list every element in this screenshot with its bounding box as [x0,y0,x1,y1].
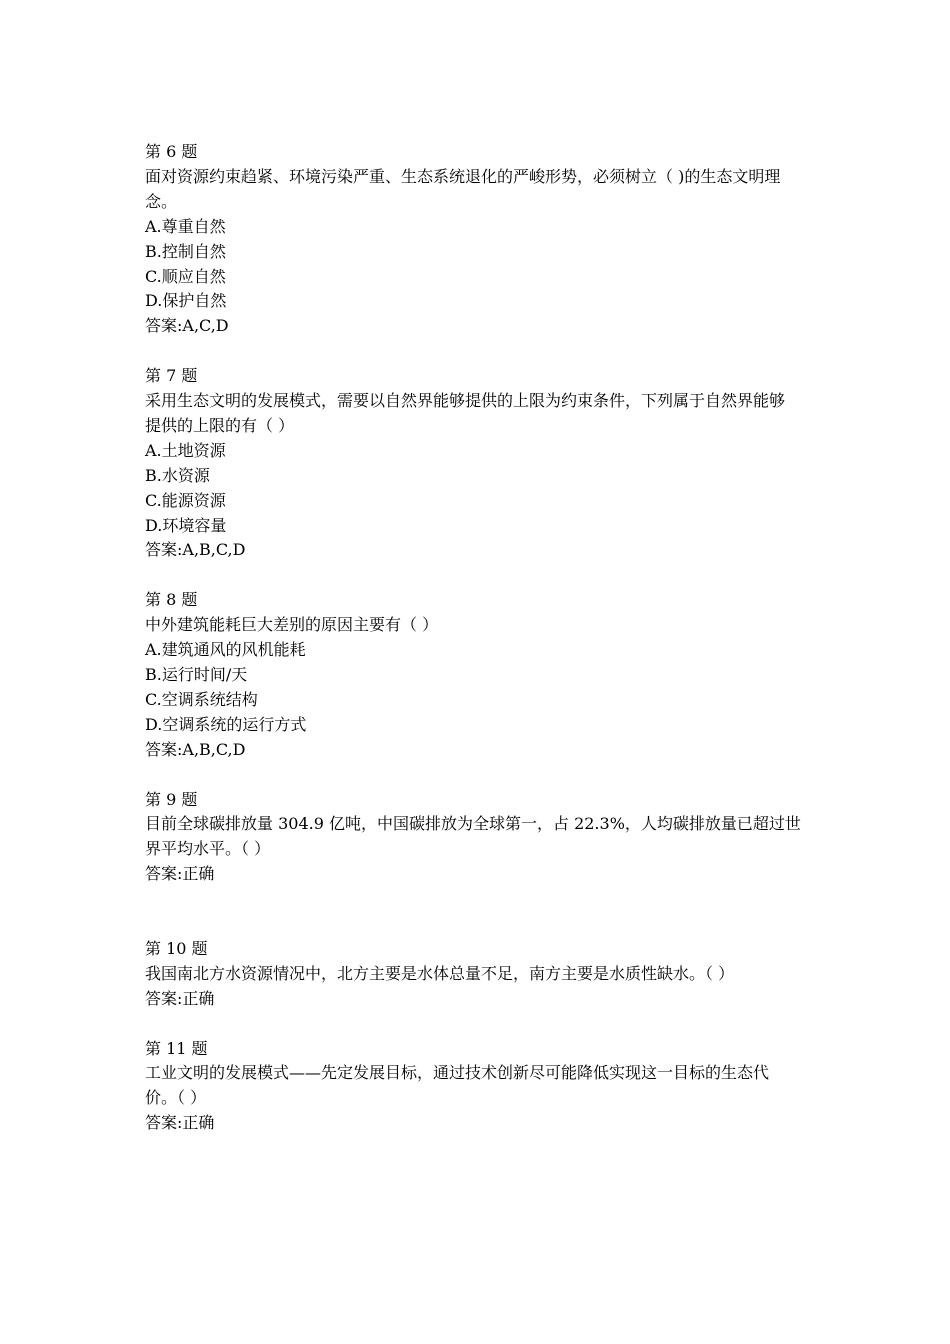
question-9 [145,788,810,888]
question-title: 第 6 题 [145,142,198,161]
question-stem-line: 念。 [145,191,178,211]
answer: 答案:正确 [145,988,215,1008]
question-stem-line: 采用生态文明的发展模式，需要以自然界能够提供的上限为约束条件，下列属于自然界能够 [145,391,786,411]
answer: 答案:正确 [145,1113,215,1133]
answer: 答案:正确 [145,864,215,884]
question-stem-line: 价。（ ） [145,1088,207,1108]
question-title: 第 11 题 [145,1038,208,1058]
option-b: B.运行时间/天 [145,665,248,684]
question-stem-line: 中外建筑能耗巨大差别的原因主要有（ ） [145,615,439,635]
option-b: B.水资源 [145,465,210,485]
question-7 [145,364,810,563]
question-stem-line: 工业文明的发展模式——先定发展目标，通过技术创新尽可能降低实现这一目标的生态代 [145,1063,770,1083]
answer: 答案:A,B,C,D [145,540,246,560]
question-stem-line: 提供的上限的有（ ） [145,415,295,435]
question-10 [145,937,810,1012]
question-title: 第 7 题 [145,366,198,386]
option-d: D.空调系统的运行方式 [145,714,307,734]
option-c: C.顺应自然 [145,266,226,286]
question-6 [145,140,810,339]
option-a: A.尊重自然 [145,216,226,236]
question-11 [145,1037,810,1137]
question-stem-line: 界平均水平。（ ） [145,839,271,859]
answer: 答案:A,C,D [145,316,229,336]
question-8 [145,588,810,762]
option-b: B.控制自然 [145,241,226,261]
question-title: 第 10 题 [145,938,208,958]
question-stem-line: 目前全球碳排放量 304.9 亿吨，中国碳排放为全球第一，占 22.3%，人均碳排放量已超过世 [145,814,801,834]
option-c: C.空调系统结构 [145,689,258,709]
question-title: 第 9 题 [145,789,198,809]
answer: 答案:A,B,C,D [145,739,246,759]
option-c: C.能源资源 [145,490,226,510]
question-title: 第 8 题 [145,590,198,610]
option-d: D.环境容量 [145,515,227,535]
question-stem-line: 我国南北方水资源情况中，北方主要是水体总量不足，南方主要是水质性缺水。（ ） [145,963,735,983]
document-body [145,140,810,1161]
option-d: D.保护自然 [145,291,227,311]
question-stem-line: 面对资源约束趋紧、环境污染严重、生态系统退化的严峻形势，必须树立（ )的生态文明理 [145,166,781,186]
option-a: A.土地资源 [145,440,226,460]
option-a: A.建筑通风的风机能耗 [145,640,306,660]
